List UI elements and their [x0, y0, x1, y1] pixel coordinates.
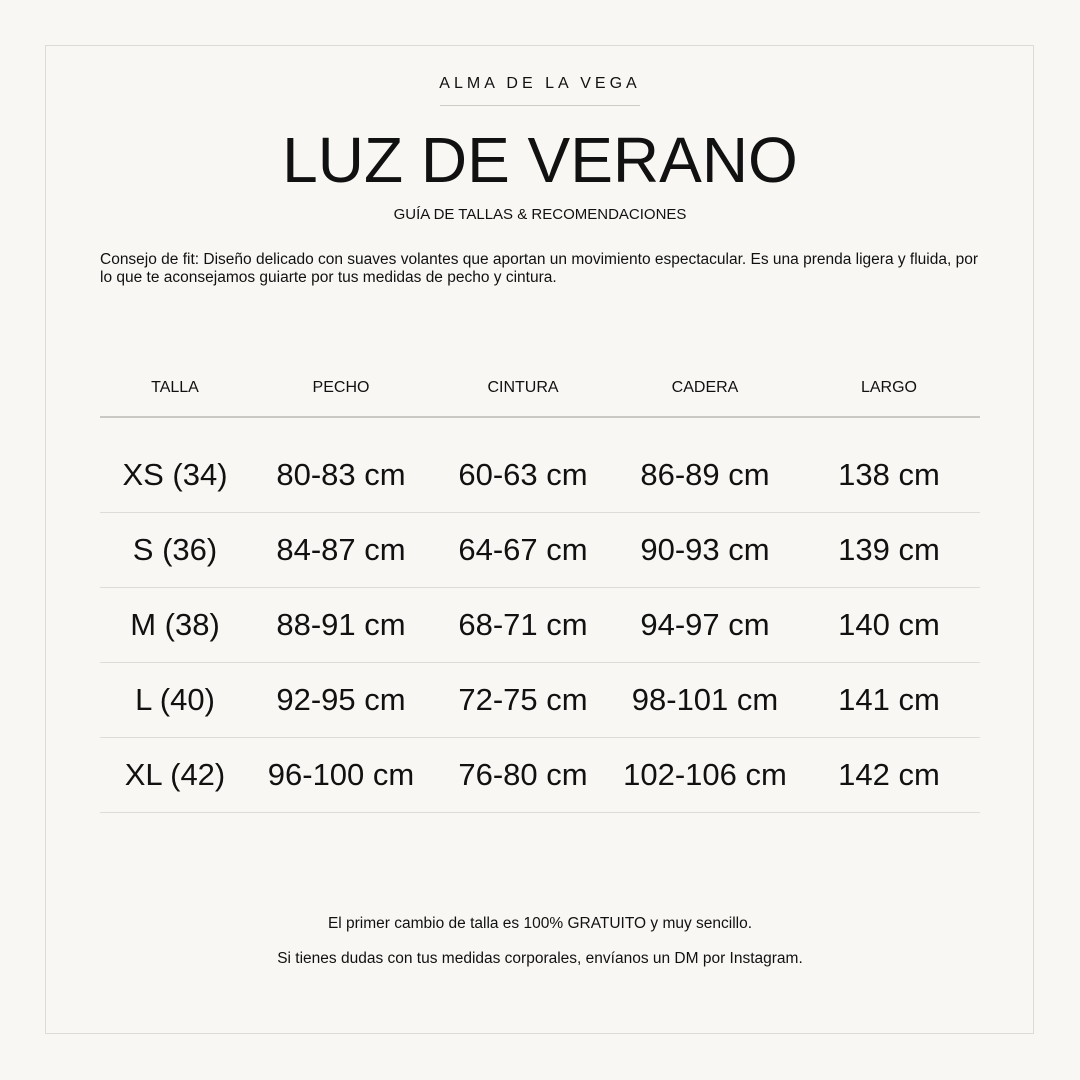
- size-cell: S (36): [132, 532, 218, 567]
- chest-cell: 96-100 cm: [267, 757, 415, 792]
- length-cell: 140 cm: [838, 607, 940, 642]
- length-cell: 139 cm: [838, 532, 940, 567]
- size-cell: XL (42): [124, 757, 226, 792]
- waist-cell: 60-63 cm: [458, 457, 588, 492]
- length-cell: 138 cm: [838, 457, 940, 492]
- column-header-cintura: CINTURA: [487, 379, 559, 396]
- waist-cell: 72-75 cm: [458, 682, 588, 717]
- table-row: [100, 513, 980, 588]
- page-title: LUZ DE VERANO: [282, 124, 798, 196]
- table-spacer: [100, 418, 980, 438]
- column-header-largo: LARGO: [860, 379, 917, 396]
- size-table-header: [100, 360, 980, 418]
- table-row: [100, 438, 980, 513]
- table-row: [100, 588, 980, 663]
- chest-cell: 84-87 cm: [276, 532, 406, 567]
- size-cell: XS (34): [122, 457, 228, 492]
- length-cell: 142 cm: [838, 757, 940, 792]
- chest-cell: 80-83 cm: [276, 457, 406, 492]
- hip-cell: 102-106 cm: [623, 757, 787, 792]
- waist-cell: 68-71 cm: [458, 607, 588, 642]
- hip-cell: 86-89 cm: [640, 457, 770, 492]
- brand-name: ALMA DE LA VEGA: [439, 75, 641, 92]
- contact-note: Si tienes dudas con tus medidas corporales, envíanos un DM por Instagram.: [277, 950, 803, 967]
- size-table: [100, 360, 980, 813]
- page-subtitle: GUÍA DE TALLAS & RECOMENDACIONES: [393, 206, 687, 223]
- size-cell: L (40): [135, 682, 215, 717]
- hip-cell: 94-97 cm: [640, 607, 770, 642]
- hip-cell: 98-101 cm: [631, 682, 779, 717]
- chest-cell: 88-91 cm: [276, 607, 406, 642]
- length-cell: 141 cm: [838, 682, 940, 717]
- exchange-note: El primer cambio de talla es 100% GRATUITO y muy sencillo.: [327, 915, 753, 932]
- column-header-cadera: CADERA: [671, 379, 739, 396]
- waist-cell: 76-80 cm: [458, 757, 588, 792]
- size-cell: M (38): [130, 607, 220, 642]
- chest-cell: 92-95 cm: [276, 682, 406, 717]
- table-row: [100, 663, 980, 738]
- table-row: [100, 738, 980, 813]
- fit-note: Consejo de fit: Diseño delicado con suaves volantes que aportan un movimiento espectacular. Es una prenda ligera y fluida, por lo que te aconsejamos guiarte por tus medidas de pecho y cintura.: [100, 251, 979, 286]
- brand-divider: [440, 105, 640, 106]
- column-header-talla: TALLA: [151, 379, 199, 396]
- waist-cell: 64-67 cm: [458, 532, 588, 567]
- column-header-pecho: PECHO: [312, 379, 370, 396]
- hip-cell: 90-93 cm: [640, 532, 770, 567]
